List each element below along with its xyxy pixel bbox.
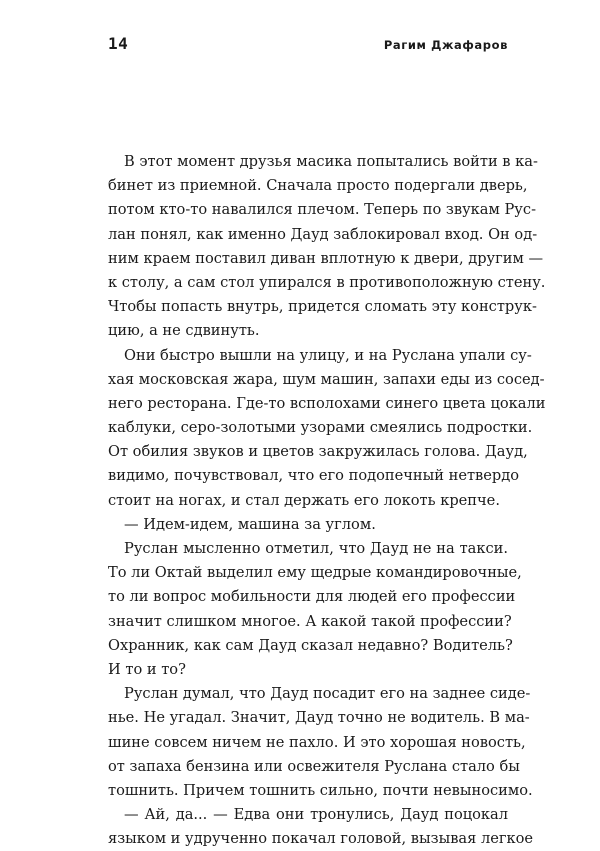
running-head-author: Рагим Джафаров	[383, 38, 508, 52]
text-line: Они быстро вышли на улицу, и на Руслана упали су-	[124, 346, 532, 364]
text-line: Охранник, как сам Дауд сказал недавно? Водитель?	[108, 636, 513, 654]
text-line: языком и удрученно покачал головой, вызывая легкое	[108, 830, 534, 848]
text-line: шине совсем ничем не пахло. И это хорошая новость,	[108, 733, 526, 751]
text-line: Чтобы попасть внутрь, придется сломать эту конструк-	[108, 298, 537, 316]
text-line: нье. Не угадал. Значит, Дауд точно не водитель. В ма-	[108, 709, 530, 727]
body-text	[108, 150, 546, 851]
text-line: каблуки, серо-золотыми узорами смеялись подростки.	[108, 419, 533, 437]
text-line: цию, а не сдвинуть.	[108, 322, 260, 340]
text-line: ним краем поставил диван вплотную к двери, другим —	[108, 249, 544, 267]
text-line: хая московская жара, шум машин, запахи еды из сосед-	[108, 370, 545, 388]
page-number: 14	[108, 34, 129, 53]
text-line: — Идем-идем, машина за углом.	[124, 515, 376, 533]
text-line: стоит на ногах, и стал держать его локоть крепче.	[108, 491, 500, 509]
text-line: В этот момент друзья масика попытались войти в ка-	[124, 153, 538, 170]
text-line: То ли Октай выделил ему щедрые командировочные,	[108, 564, 522, 582]
text-line: от запаха бензина или освежителя Руслана стало бы	[108, 757, 520, 775]
text-line: потом кто-то навалился плечом. Теперь по звукам Рус-	[108, 201, 537, 219]
text-line: то ли вопрос мобильности для людей его профессии	[108, 588, 516, 606]
text-line: лан понял, как именно Дауд заблокировал вход. Он од-	[108, 225, 538, 243]
running-head	[108, 34, 508, 58]
text-line: значит слишком многое. А какой такой профессии?	[108, 612, 512, 630]
text-line: бинет из приемной. Сначала просто подергали дверь,	[108, 177, 528, 195]
text-line: От обилия звуков и цветов закружилась голова. Дауд,	[108, 443, 528, 461]
text-line: Руслан думал, что Дауд посадит его на заднее сиде-	[124, 685, 531, 703]
text-line: Руслан мысленно отметил, что Дауд не на такси.	[124, 540, 508, 557]
text-line: него ресторана. Где-то всполохами синего цвета цокали	[108, 394, 546, 412]
text-line: тошнить. Причем тошнить сильно, почти невыносимо.	[108, 781, 533, 799]
text-line: видимо, почувствовал, что его подопечный нетвердо	[108, 467, 520, 485]
text-line: к столу, а сам стол упирался в противоположную стену.	[108, 273, 546, 291]
text-line: — Ай, да... — Едва они тронулись, Дауд поцокал	[124, 806, 508, 824]
text-line: И то и то?	[108, 660, 186, 678]
